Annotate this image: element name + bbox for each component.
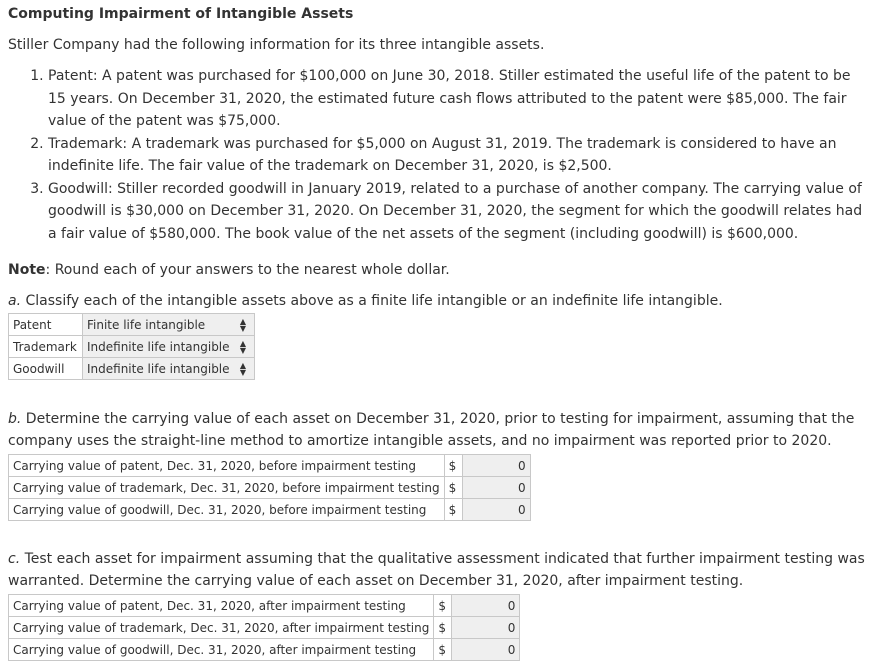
select-value: Indefinite life intangible (87, 361, 230, 376)
asset-item-trademark: 2. Trademark: A trademark was purchased for $5,000 on August 31, 2019. The trademark is considered to have an indefinite life. The fair value of the trademark on December 31, 2020, is $2,500. (48, 133, 872, 178)
table-row (9, 595, 520, 617)
currency-symbol: $ (434, 617, 452, 639)
note-text: : Round each of your answers to the nearest whole dollar. (45, 262, 450, 278)
question-a-letter: a. (8, 293, 22, 309)
currency-symbol: $ (444, 499, 462, 521)
asset-list (0, 65, 872, 245)
input-trademark-before[interactable]: 0 (462, 477, 530, 499)
asset-item-patent: 1. Patent: A patent was purchased for $100,000 on June 30, 2018. Stiller estimated the useful life of the patent to be 15 years. On December 31, 2020, the estimated future cash flows attributed to the patent were $85,000. The fair value of the patent was $75,000. (48, 65, 872, 133)
question-b-text: Determine the carrying value of each asset on December 31, 2020, prior to testing for impairment, assuming that the company uses the straight-line method to amortize intangible assets, and no impairment was reported prior to 2020. (8, 411, 855, 449)
row-label-goodwill: Goodwill (9, 358, 83, 380)
question-a-text: Classify each of the intangible assets above as a finite life intangible or an indefinite life intangible. (21, 293, 723, 309)
table-row (9, 314, 255, 336)
table-row (9, 499, 531, 521)
table-row (9, 617, 520, 639)
question-c-text: Test each asset for impairment assuming that the qualitative assessment indicated that further impairment testing was warranted. Determine the carrying value of each asset on December 31, 2020, after impairment testing. (8, 551, 865, 589)
row-label: Carrying value of patent, Dec. 31, 2020, before impairment testing (9, 455, 445, 477)
row-label-trademark: Trademark (9, 336, 83, 358)
currency-symbol: $ (434, 639, 452, 661)
question-b (8, 408, 868, 452)
classification-table (8, 313, 255, 380)
select-trademark-life[interactable] (83, 336, 255, 358)
input-goodwill-before[interactable]: 0 (462, 499, 530, 521)
currency-symbol: $ (444, 477, 462, 499)
table-row (9, 336, 255, 358)
select-value: Indefinite life intangible (87, 339, 230, 354)
input-trademark-after[interactable]: 0 (452, 617, 520, 639)
after-impairment-table (8, 594, 520, 661)
question-c (8, 548, 868, 592)
select-goodwill-life[interactable] (83, 358, 255, 380)
input-patent-before[interactable]: 0 (462, 455, 530, 477)
row-label: Carrying value of goodwill, Dec. 31, 2020, after impairment testing (9, 639, 434, 661)
up-down-arrow-icon: ▲ ▼ (239, 361, 246, 377)
question-b-letter: b. (8, 411, 22, 427)
input-patent-after[interactable]: 0 (452, 595, 520, 617)
row-label: Carrying value of patent, Dec. 31, 2020, after impairment testing (9, 595, 434, 617)
row-label: Carrying value of trademark, Dec. 31, 2020, before impairment testing (9, 477, 445, 499)
currency-symbol: $ (444, 455, 462, 477)
question-a (8, 290, 868, 312)
table-row (9, 477, 531, 499)
row-label: Carrying value of trademark, Dec. 31, 2020, after impairment testing (9, 617, 434, 639)
row-label-patent: Patent (9, 314, 83, 336)
rounding-note (8, 262, 450, 278)
up-down-arrow-icon: ▲ ▼ (239, 317, 246, 333)
intro-text: Stiller Company had the following information for its three intangible assets. (8, 37, 545, 53)
up-down-arrow-icon: ▲ ▼ (239, 339, 246, 355)
before-impairment-table (8, 454, 531, 521)
table-row (9, 455, 531, 477)
page-title: Computing Impairment of Intangible Assets (8, 6, 354, 22)
select-patent-life[interactable] (83, 314, 255, 336)
currency-symbol: $ (434, 595, 452, 617)
table-row (9, 639, 520, 661)
input-goodwill-after[interactable]: 0 (452, 639, 520, 661)
asset-item-goodwill: 3. Goodwill: Stiller recorded goodwill in January 2019, related to a purchase of another company. The carrying value of goodwill is $30,000 on December 31, 2020. On December 31, 2020, the segment for which the goodwill relates had a fair value of $580,000. The book value of the net assets of the segment (including goodwill) is $600,000. (48, 178, 872, 246)
row-label: Carrying value of goodwill, Dec. 31, 2020, before impairment testing (9, 499, 445, 521)
question-c-letter: c. (8, 551, 21, 567)
select-value: Finite life intangible (87, 317, 206, 332)
note-label: Note (8, 262, 46, 278)
table-row (9, 358, 255, 380)
